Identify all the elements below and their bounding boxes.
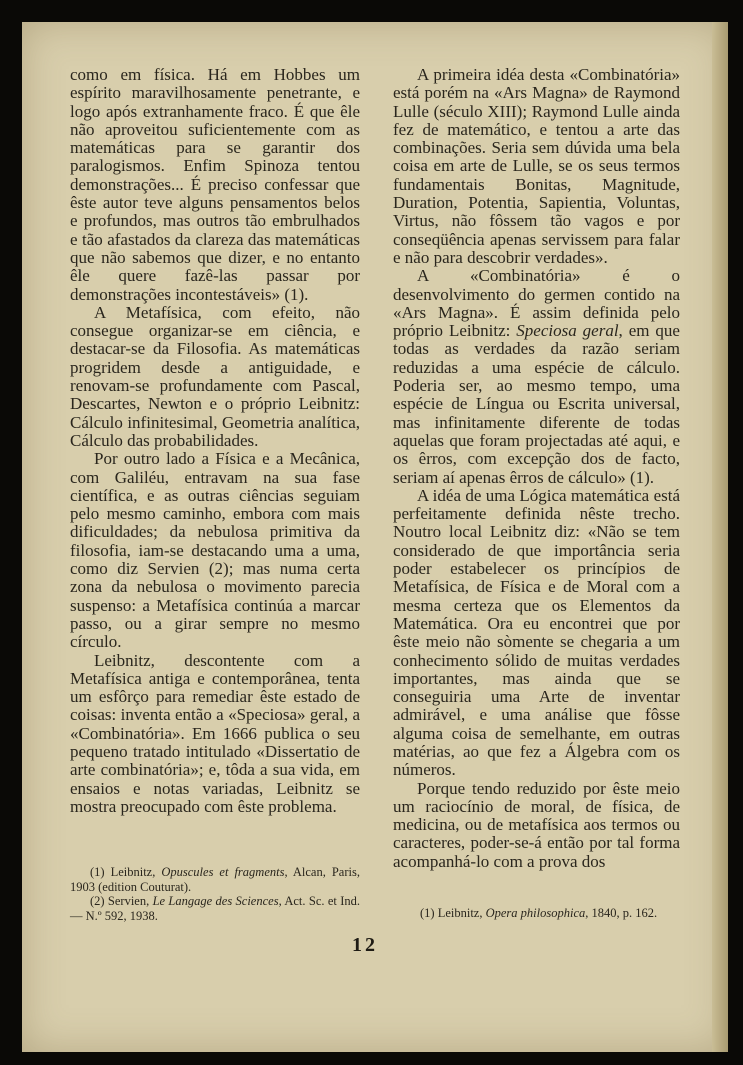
paragraph: Porque tendo reduzido por êste meio um raciocínio de moral, de física, de medicina, ou de metafísica aos termos ou caracteres, poder-se-á então por tal forma acompanhá-lo com a prova dos <box>393 778 680 871</box>
footnote <box>70 894 360 923</box>
paragraph-text: A «Combinatória» é o desenvolvimento do germen contido na «Ars Magna». É assim definida pelo próprio Leibnitz: <box>393 266 680 341</box>
footnote-title: Le Langage des Sciences <box>152 894 279 908</box>
paragraph: A Metafísica, com efeito, não consegue organizar-se em ciência, e destacar-se da Filosofia. As matemáticas progridem desde a antiguidade, e renovam-se profundamente com Pascal, Descartes, Newton e o próprio Leibnitz: Cálculo infinitesimal, Geometria analítica, Cálculo das probabilidades. <box>70 302 360 450</box>
paragraph-text: , em que todas as verdades da razão seriam reduzidas a uma espécie de cálculo. Poderia ser, ao mesmo tempo, uma espécie de Língua ou Escrita universal, mas infinitamente diferente de todas aquelas que foram projectadas até aqui, e os êrros, com excepção dos de facto, seriam aí apenas êrros de cálculo» (1). <box>393 321 680 487</box>
footnote-right <box>420 906 690 921</box>
footnote-text: (1) Leibnitz, <box>90 865 162 879</box>
footnote <box>70 865 360 894</box>
paragraph: A idéa de uma Lógica matemática está perfeitamente definida nêste trecho. Noutro local Leibnitz diz: «Não se tem considerado de que importância seria poder estabelecer os princípios de Metafísica, de Física e de Moral com a mesma certeza que os Elementos da Matemática. Ora eu encontrei que por êste meio não sòmente se chegaria a um conhecimento sólido de muitas verdades importantes, mas ainda que se conseguiria uma Arte de inventar admirável, e uma análise que fôsse alguma coisa de semelhante, em outras matérias, ao que fez a Álgebra com os números. <box>393 485 680 780</box>
footnotes-left <box>70 865 360 923</box>
emphasis-text: Speciosa geral <box>516 321 619 341</box>
footnote-title: Opuscules et fragments <box>161 865 285 879</box>
right-column <box>393 66 680 871</box>
paragraph: como em física. Há em Hobbes um espírito maravilhosamente penetrante, e logo após extranhamente fraco. É que êle não aproveitou suficientemente com as matemáticas para se garantir dos paralogismos. Enfim Spinoza tentou demonstrações... É preciso confessar que êste autor teve alguns pensamentos belos e profundos, mas outros tão embrulhados e tão afastados da clareza das matemáticas que não sabemos que dizer, e no entanto êle quere fazê-las passar por demonstrações incontestáveis» (1). <box>70 65 360 304</box>
footnote-text: , Alcan, Paris, 1903 (edition Couturat). <box>70 865 360 894</box>
footnote-title: Opera philosophica <box>485 906 586 920</box>
paragraph: Leibnitz, descontente com a Metafísica antiga e contemporânea, tenta um esfôrço para remediar êste estado de coisas: inventa então a «Speciosa» geral, a «Combinatória». Em 1666 publica o seu pequeno tratado intitulado «Dissertatio de arte combinatória»; e, tôda a sua vida, em ensaios e notas variadas, Leibnitz se mostra preocupado com êste problema. <box>70 650 360 816</box>
paragraph <box>393 267 680 487</box>
footnote-text: (1) Leibnitz, <box>420 906 486 920</box>
paragraph: Por outro lado a Física e a Mecânica, com Galiléu, entravam na sua fase científica, e as outras ciências seguiam pelo mesmo caminho, embora com mais dificuldades; da nebulosa primitiva da filosofia, iam-se destacando uma a uma, como diz Servien (2); mas numa certa zona da nebulosa o movimento parecia suspenso: a Metafísica continúa a marcar passo, ou a girar sempre no mesmo círculo. <box>70 449 360 652</box>
footnote-text: , 1840, p. 162. <box>585 906 658 920</box>
footnote-text: (2) Servien, <box>90 894 153 908</box>
page-number: 12 <box>352 934 378 956</box>
page-spine-shadow <box>712 22 728 1052</box>
paragraph: A primeira idéa desta «Combinatória» está porém na «Ars Magna» de Raymond Lulle (século XIII); Raymond Lulle ainda fez de matemático, e tentou a arte das combinações. Seria sem dúvida uma bela coisa em arte de Lulle, se os seus termos fundamentais Bonitas, Magnitude, Duration, Potentia, Sapientia, Voluntas, Virtus, não fôssem tão vagos e por conseqüência apenas servissem para falar e não para descobrir verdades». <box>393 65 680 267</box>
left-column <box>70 66 360 816</box>
footnote-text: , Act. Sc. et Ind. — N.º 592, 1938. <box>70 894 360 923</box>
